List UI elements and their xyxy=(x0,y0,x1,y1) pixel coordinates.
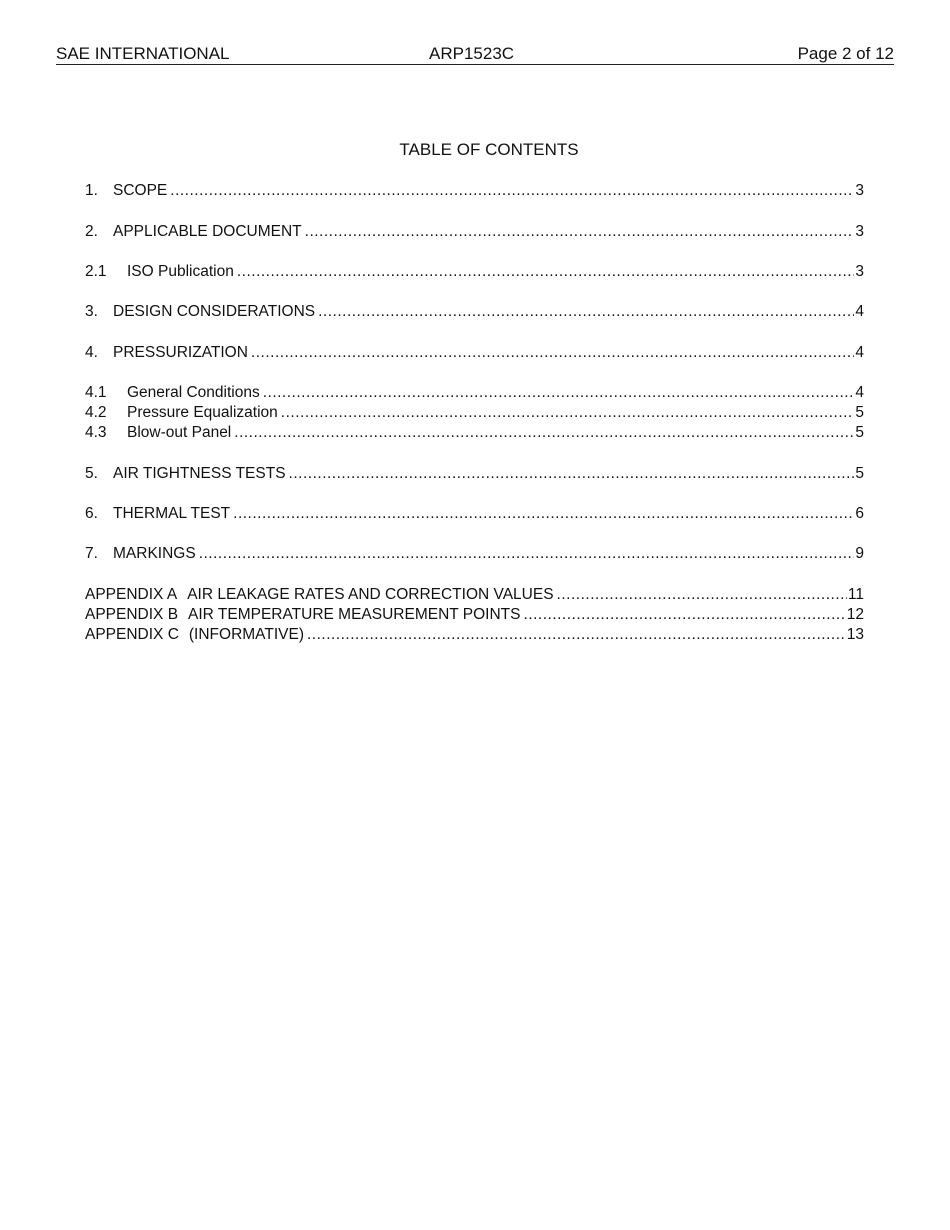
toc-leader-dots xyxy=(234,423,854,443)
toc-leader-dots xyxy=(170,181,854,201)
toc-title: TABLE OF CONTENTS xyxy=(399,140,579,159)
toc-entry-title: (INFORMATIVE) xyxy=(188,626,304,643)
toc-entry-page: 9 xyxy=(855,545,864,562)
toc-leader-dots xyxy=(307,625,846,645)
toc-entry-number: 4.1 xyxy=(85,384,107,401)
toc-entry-number: 4. xyxy=(85,344,98,361)
toc-entry-title: DESIGN CONSIDERATIONS xyxy=(113,303,316,320)
toc-entry-appendix-c[interactable] xyxy=(85,625,864,645)
toc-entry-blow-out-panel[interactable] xyxy=(85,423,864,443)
toc-entry-number: 4.2 xyxy=(85,404,107,421)
toc-entry-page: 6 xyxy=(855,505,864,522)
toc-entry-page: 5 xyxy=(855,424,864,441)
toc-leader-dots xyxy=(237,262,855,282)
toc-entry-title: AIR LEAKAGE RATES AND CORRECTION VALUES xyxy=(187,586,554,603)
header-document-number: ARP1523C xyxy=(429,44,515,63)
toc-entry-general-conditions[interactable] xyxy=(85,383,864,403)
toc-entry-scope[interactable] xyxy=(85,181,864,201)
toc-entry-page: 4 xyxy=(855,384,864,401)
toc-entry-number: 4.3 xyxy=(85,424,107,441)
toc-entry-page: 5 xyxy=(855,465,864,482)
toc-entry-title: SCOPE xyxy=(113,182,168,199)
toc-entry-title: APPLICABLE DOCUMENT xyxy=(113,223,302,240)
toc-entry-number: 2.1 xyxy=(85,263,107,280)
toc-entry-title: AIR TEMPERATURE MEASUREMENT POINTS xyxy=(188,606,521,623)
toc-entry-page: 3 xyxy=(855,263,864,280)
toc-entry-title: AIR TIGHTNESS TESTS xyxy=(113,465,286,482)
toc-entry-page: 5 xyxy=(855,404,864,421)
toc-entry-number: 1. xyxy=(85,182,98,199)
toc-leader-dots xyxy=(318,302,854,322)
toc-leader-dots xyxy=(557,585,847,605)
toc-entry-thermal-test[interactable] xyxy=(85,504,864,524)
toc-entry-number: APPENDIX B xyxy=(85,606,179,623)
toc-leader-dots xyxy=(281,403,855,423)
toc-entry-title: Blow-out Panel xyxy=(127,424,232,441)
toc-entry-title: MARKINGS xyxy=(113,545,196,562)
toc-leader-dots xyxy=(289,464,855,484)
toc-leader-dots xyxy=(305,222,855,242)
toc-entry-appendix-b[interactable] xyxy=(85,605,864,625)
toc-entry-number: 2. xyxy=(85,223,98,240)
toc-entry-page: 13 xyxy=(846,626,864,643)
toc-entry-appendix-a[interactable] xyxy=(85,585,864,605)
toc-entry-title: PRESSURIZATION xyxy=(113,344,248,361)
toc-entry-markings[interactable] xyxy=(85,544,864,564)
toc-entry-title: General Conditions xyxy=(127,384,260,401)
toc-entry-number: APPENDIX A xyxy=(85,586,178,603)
toc-entry-page: 3 xyxy=(855,223,864,240)
page-header xyxy=(56,44,894,65)
toc-leader-dots xyxy=(263,383,855,403)
header-page-number: Page 2 of 12 xyxy=(797,44,894,63)
toc-entry-number: 5. xyxy=(85,465,98,482)
toc-entry-page: 3 xyxy=(855,182,864,199)
toc-entry-page: 4 xyxy=(855,344,864,361)
toc-entry-number: APPENDIX C xyxy=(85,626,179,643)
toc-entry-pressurization[interactable] xyxy=(85,343,864,363)
toc-entry-number: 6. xyxy=(85,505,98,522)
toc-entry-applicable-document[interactable] xyxy=(85,222,864,242)
toc-entry-page: 11 xyxy=(847,586,864,603)
toc-leader-dots xyxy=(251,343,854,363)
toc-entry-title: Pressure Equalization xyxy=(127,404,278,421)
toc-entry-title: THERMAL TEST xyxy=(113,505,231,522)
toc-leader-dots xyxy=(199,544,855,564)
toc-entry-number: 7. xyxy=(85,545,98,562)
toc-entry-number: 3. xyxy=(85,303,98,320)
header-organization: SAE INTERNATIONAL xyxy=(56,44,230,63)
toc-entry-page: 12 xyxy=(846,606,864,623)
toc-leader-dots xyxy=(523,605,845,625)
toc-entry-design-considerations[interactable] xyxy=(85,302,864,322)
toc-entry-air-tightness-tests[interactable] xyxy=(85,464,864,484)
toc-entry-page: 4 xyxy=(855,303,864,320)
toc-entry-title: ISO Publication xyxy=(127,263,234,280)
toc-leader-dots xyxy=(233,504,854,524)
toc-entry-pressure-equalization[interactable] xyxy=(85,403,864,423)
toc-entry-iso-publication[interactable] xyxy=(85,262,864,282)
